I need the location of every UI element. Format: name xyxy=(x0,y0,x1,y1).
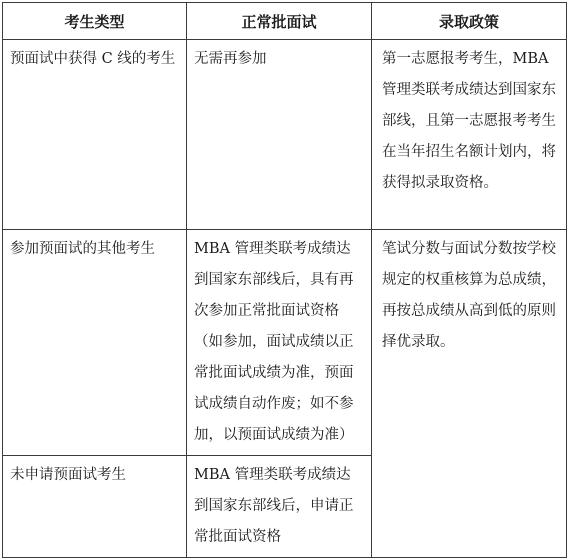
table-row xyxy=(3,40,567,230)
cell-text: 预面试中获得 C 线的考生 xyxy=(10,51,176,67)
cell-text: 第一志愿报考考生，MBA 管理类联考成绩达到国家东部线，且第一志愿报考考生在当年招生名额计划内，将获得拟录取资格。 xyxy=(382,51,556,191)
cell-text: 笔试分数与面试分数按学校规定的权重核算为总成绩，再按总成绩从高到低的原则择优录取。 xyxy=(382,241,556,350)
admission-policy-table xyxy=(2,2,567,558)
cell-candidate-type xyxy=(3,230,187,456)
cell-normal-interview xyxy=(187,230,372,456)
table-header-row xyxy=(3,3,567,40)
cell-candidate-type xyxy=(3,456,187,558)
cell-admission-policy xyxy=(372,40,567,230)
header-candidate-type: 考生类型 xyxy=(3,3,187,40)
cell-candidate-type xyxy=(3,40,187,230)
cell-normal-interview xyxy=(187,456,372,558)
cell-text: MBA 管理类联考成绩达到国家东部线后，具有再次参加正常批面试资格（如参加，面试成绩以正常批面试成绩为准，预面试成绩自动作废；如不参加，以预面试成绩为准） xyxy=(194,241,354,443)
table-row xyxy=(3,230,567,456)
cell-normal-interview xyxy=(187,40,372,230)
header-normal-interview: 正常批面试 xyxy=(187,3,372,40)
cell-admission-policy xyxy=(372,230,567,558)
cell-text: 参加预面试的其他考生 xyxy=(10,241,155,257)
cell-text: 未申请预面试考生 xyxy=(10,467,126,483)
header-admission-policy: 录取政策 xyxy=(372,3,567,40)
cell-text: MBA 管理类联考成绩达到国家东部线后，申请正常批面试资格 xyxy=(194,467,354,545)
cell-text: 无需再参加 xyxy=(194,51,267,67)
